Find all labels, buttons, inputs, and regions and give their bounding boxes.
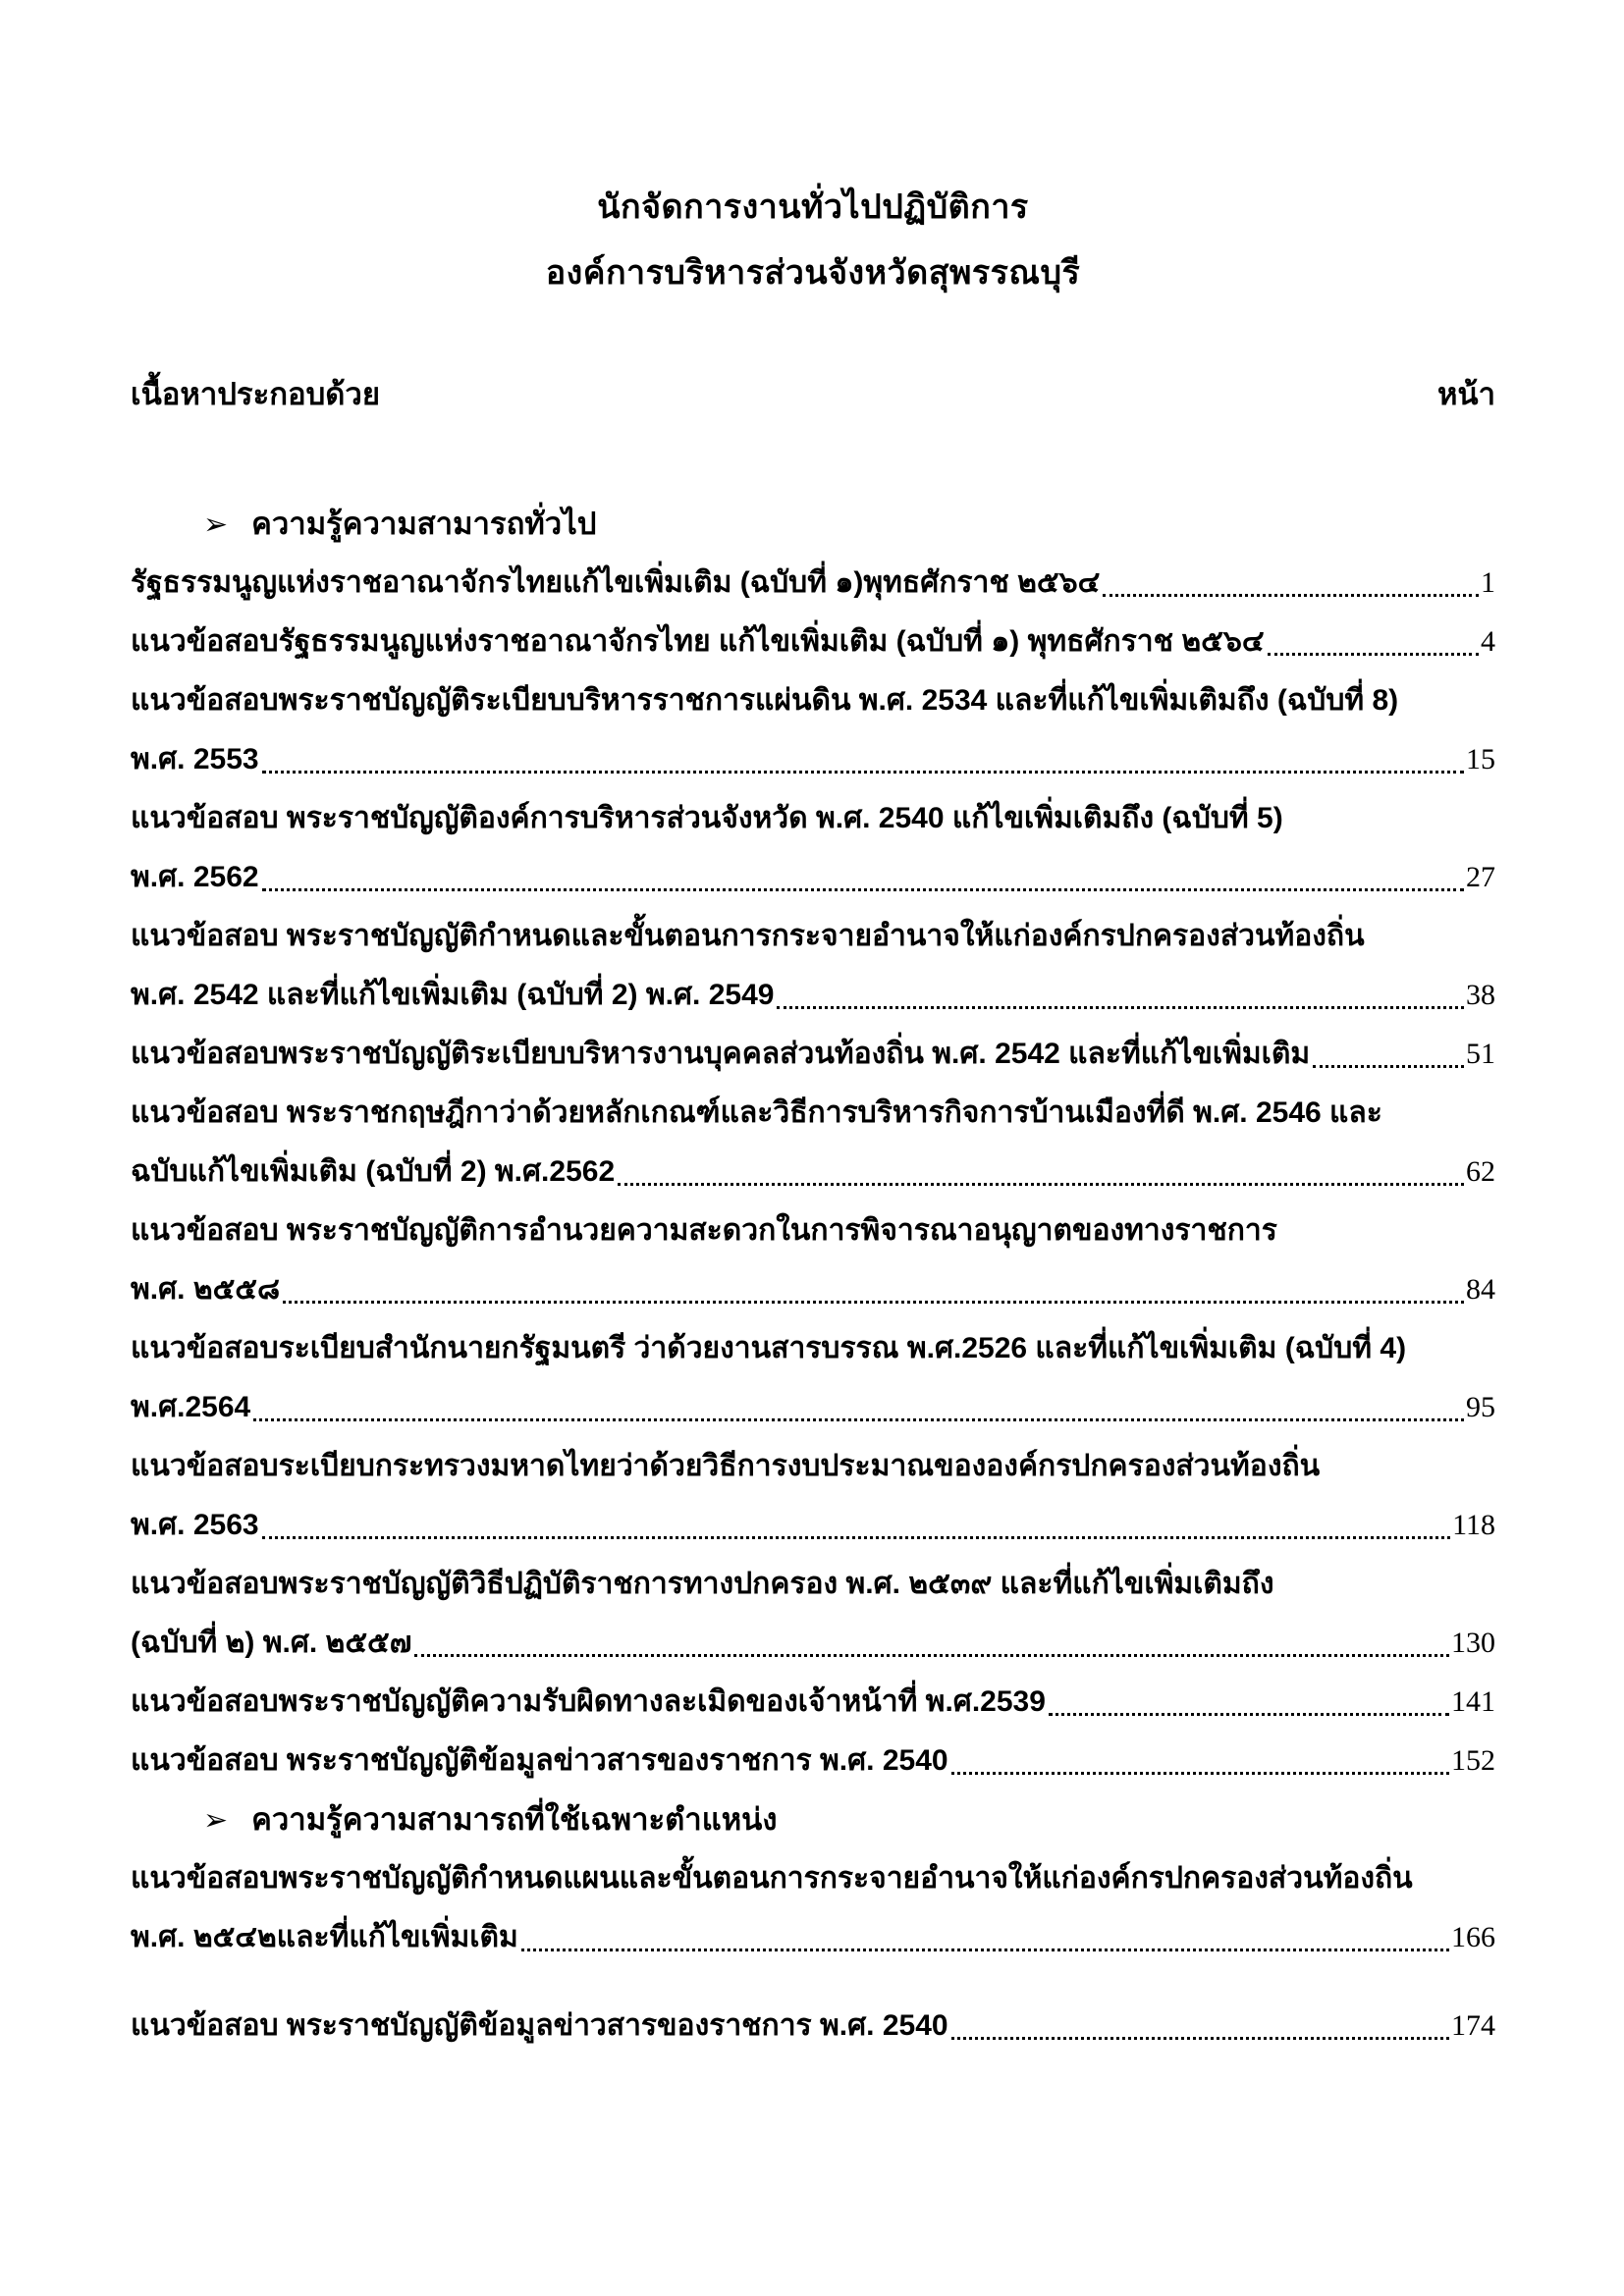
toc-entry (131, 1319, 1495, 1437)
section-heading-label: ความรู้ความสามารถที่ใช้เฉพาะตำแหน่ง (251, 1802, 778, 1837)
toc-entry (131, 554, 1495, 613)
toc-page-number: 15 (1466, 743, 1495, 775)
toc-page-number: 95 (1466, 1391, 1495, 1423)
dot-leader (521, 1949, 1449, 1951)
page-column-label: หน้า (1436, 377, 1495, 411)
dot-leader (1313, 1065, 1464, 1068)
toc-section (131, 1790, 1495, 2056)
toc-page-number: 118 (1452, 1509, 1495, 1541)
toc (131, 495, 1495, 2056)
page-content (0, 175, 1624, 2056)
toc-entry (131, 1084, 1495, 1201)
dot-leader (618, 1183, 1464, 1186)
toc-entry-line (131, 1260, 1495, 1319)
toc-entry (131, 1849, 1495, 1967)
toc-entry-line (131, 613, 1495, 671)
toc-entry-text: พ.ศ. 2562 (131, 861, 259, 893)
contents-header-row (131, 365, 1495, 424)
toc-section (131, 495, 1495, 1790)
dot-leader (777, 1006, 1464, 1009)
toc-entry-text: แนวข้อสอบ พระราชบัญญัติข้อมูลข่าวสารของราชการ พ.ศ. 2540 (131, 2009, 948, 2042)
toc-entry-text: แนวข้อสอบ พระราชบัญญัติข้อมูลข่าวสารของราชการ พ.ศ. 2540 (131, 1744, 948, 1777)
toc-entry-line (131, 1849, 1495, 1908)
toc-entry-line (131, 789, 1495, 848)
toc-entry-text: แนวข้อสอบพระราชบัญญัติระเบียบบริหารราชการแผ่นดิน พ.ศ. 2534 และที่แก้ไขเพิ่มเติมถึง (ฉบับที่ 8) (131, 684, 1399, 717)
toc-entry-text: แนวข้อสอบพระราชบัญญัติความรับผิดทางละเมิดของเจ้าหน้าที่ พ.ศ.2539 (131, 1685, 1046, 1718)
toc-entry-line (131, 1143, 1495, 1201)
toc-entry-line (131, 848, 1495, 907)
toc-page-number: 130 (1451, 1627, 1495, 1659)
toc-entry-text: แนวข้อสอบพระราชบัญญัติกำหนดแผนและขั้นตอนการกระจายอำนาจให้แก่องค์กรปกครองส่วนท้องถิ่น (131, 1862, 1413, 1895)
toc-entry-line (131, 1084, 1495, 1143)
section-heading (131, 1790, 1495, 1849)
toc-entry-text: พ.ศ. 2563 (131, 1509, 259, 1541)
toc-entry (131, 1555, 1495, 1673)
toc-page-number: 4 (1481, 625, 1495, 658)
section-heading-label: ความรู้ความสามารถทั่วไป (251, 507, 597, 541)
toc-page-number: 84 (1466, 1273, 1495, 1306)
toc-entry-text: พ.ศ. ๒๕๕๘ (131, 1273, 281, 1306)
toc-entry (131, 1732, 1495, 1790)
dot-leader (253, 1418, 1464, 1421)
toc-entry-text: แนวข้อสอบ พระราชบัญญัติองค์การบริหารส่วนจังหวัด พ.ศ. 2540 แก้ไขเพิ่มเติมถึง (ฉบับที่ 5) (131, 802, 1283, 834)
toc-entry-line (131, 966, 1495, 1025)
document-header (131, 175, 1495, 306)
toc-entry-line (131, 1378, 1495, 1437)
toc-entry (131, 1025, 1495, 1084)
toc-entry (131, 1437, 1495, 1555)
toc-entry-text: แนวข้อสอบพระราชบัญญัติระเบียบบริหารงานบุคคลส่วนท้องถิ่น พ.ศ. 2542 และที่แก้ไขเพิ่มเติม (131, 1038, 1311, 1070)
toc-entry-text: แนวข้อสอบ พระราชบัญญัติการอำนวยความสะดวกในการพิจารณาอนุญาตของทางราชการ (131, 1214, 1277, 1247)
dot-leader (951, 2037, 1449, 2040)
toc-page-number: 38 (1466, 979, 1495, 1011)
section-heading (131, 495, 1495, 554)
toc-entry (131, 671, 1495, 789)
toc-entry-text: (ฉบับที่ ๒) พ.ศ. ๒๕๕๗ (131, 1627, 412, 1659)
toc-entry-line (131, 1555, 1495, 1614)
toc-entry-line (131, 907, 1495, 966)
toc-entry-text: พ.ศ.2564 (131, 1391, 251, 1423)
toc-entry-text: พ.ศ. 2542 และที่แก้ไขเพิ่มเติม (ฉบับที่ 2) พ.ศ. 2549 (131, 979, 775, 1011)
toc-entry-text: พ.ศ. ๒๕๔๒และที่แก้ไขเพิ่มเติม (131, 1921, 518, 1953)
page-subtitle: องค์การบริหารส่วนจังหวัดสุพรรณบุรี (545, 254, 1081, 292)
toc-entry-line (131, 1437, 1495, 1496)
toc-entry-line (131, 1673, 1495, 1732)
toc-entry-line (131, 1496, 1495, 1555)
toc-entry-text: แนวข้อสอบระเบียบกระทรวงมหาดไทยว่าด้วยวิธีการงบประมาณขององค์กรปกครองส่วนท้องถิ่น (131, 1450, 1321, 1482)
toc-page-number: 174 (1451, 2009, 1495, 2042)
dot-leader (283, 1301, 1464, 1304)
toc-page-number: 152 (1451, 1744, 1495, 1777)
page-title: นักจัดการงานทั่วไปปฏิบัติการ (597, 188, 1029, 226)
toc-page-number: 141 (1451, 1685, 1495, 1718)
toc-entry-line (131, 1732, 1495, 1790)
toc-page-number: 51 (1466, 1038, 1495, 1070)
toc-entry (131, 789, 1495, 907)
toc-page-number: 1 (1481, 566, 1495, 599)
contents-label: เนื้อหาประกอบด้วย (131, 377, 380, 411)
toc-entry-line (131, 1319, 1495, 1378)
toc-entry-line (131, 554, 1495, 613)
toc-entry-text: แนวข้อสอบพระราชบัญญัติวิธีปฏิบัติราชการทางปกครอง พ.ศ. ๒๕๓๙ และที่แก้ไขเพิ่มเติมถึง (131, 1568, 1274, 1600)
toc-entry (131, 613, 1495, 671)
toc-entry-line (131, 1201, 1495, 1260)
toc-entry-line (131, 1025, 1495, 1084)
toc-entry (131, 907, 1495, 1025)
dot-leader (262, 888, 1464, 891)
dot-leader (262, 771, 1464, 774)
toc-entry-line (131, 730, 1495, 789)
dot-leader (1049, 1713, 1449, 1716)
toc-entry-text: แนวข้อสอบ พระราชบัญญัติกำหนดและขั้นตอนการกระจายอำนาจให้แก่องค์กรปกครองส่วนท้องถิ่น (131, 920, 1365, 952)
arrow-bullet-icon: ➢ (203, 507, 229, 542)
toc-entry-text: แนวข้อสอบ พระราชกฤษฎีกาว่าด้วยหลักเกณฑ์และวิธีการบริหารกิจการบ้านเมืองที่ดี พ.ศ. 2546 และ (131, 1096, 1382, 1129)
toc-entry-text: ฉบับแก้ไขเพิ่มเติม (ฉบับที่ 2) พ.ศ.2562 (131, 1155, 616, 1188)
toc-page-number: 62 (1466, 1155, 1495, 1188)
toc-entry-line (131, 1908, 1495, 1967)
toc-entry-line (131, 1614, 1495, 1673)
toc-entry-line (131, 671, 1495, 730)
toc-entry (131, 1201, 1495, 1319)
dot-leader (414, 1654, 1449, 1657)
toc-entry (131, 1997, 1495, 2056)
toc-entry-text: แนวข้อสอบรัฐธรรมนูญแห่งราชอาณาจักรไทย แก้ไขเพิ่มเติม (ฉบับที่ ๑) พุทธศักราช ๒๕๖๔ (131, 625, 1265, 658)
toc-entry-text: แนวข้อสอบระเบียบสำนักนายกรัฐมนตรี ว่าด้วยงานสารบรรณ พ.ศ.2526 และที่แก้ไขเพิ่มเติม (ฉบับที่ 4) (131, 1332, 1407, 1364)
toc-entry-line (131, 1997, 1495, 2056)
arrow-bullet-icon: ➢ (203, 1803, 229, 1838)
toc-page-number: 166 (1451, 1921, 1495, 1953)
dot-leader (951, 1772, 1449, 1775)
toc-page-number: 27 (1466, 861, 1495, 893)
toc-entry (131, 1673, 1495, 1732)
dot-leader (1268, 653, 1479, 656)
dot-leader (262, 1536, 1451, 1539)
dot-leader (1103, 594, 1479, 597)
toc-entry-text: พ.ศ. 2553 (131, 743, 259, 775)
toc-entry-text: รัฐธรรมนูญแห่งราชอาณาจักรไทยแก้ไขเพิ่มเติม (ฉบับที่ ๑)พุทธศักราช ๒๕๖๔ (131, 566, 1101, 599)
